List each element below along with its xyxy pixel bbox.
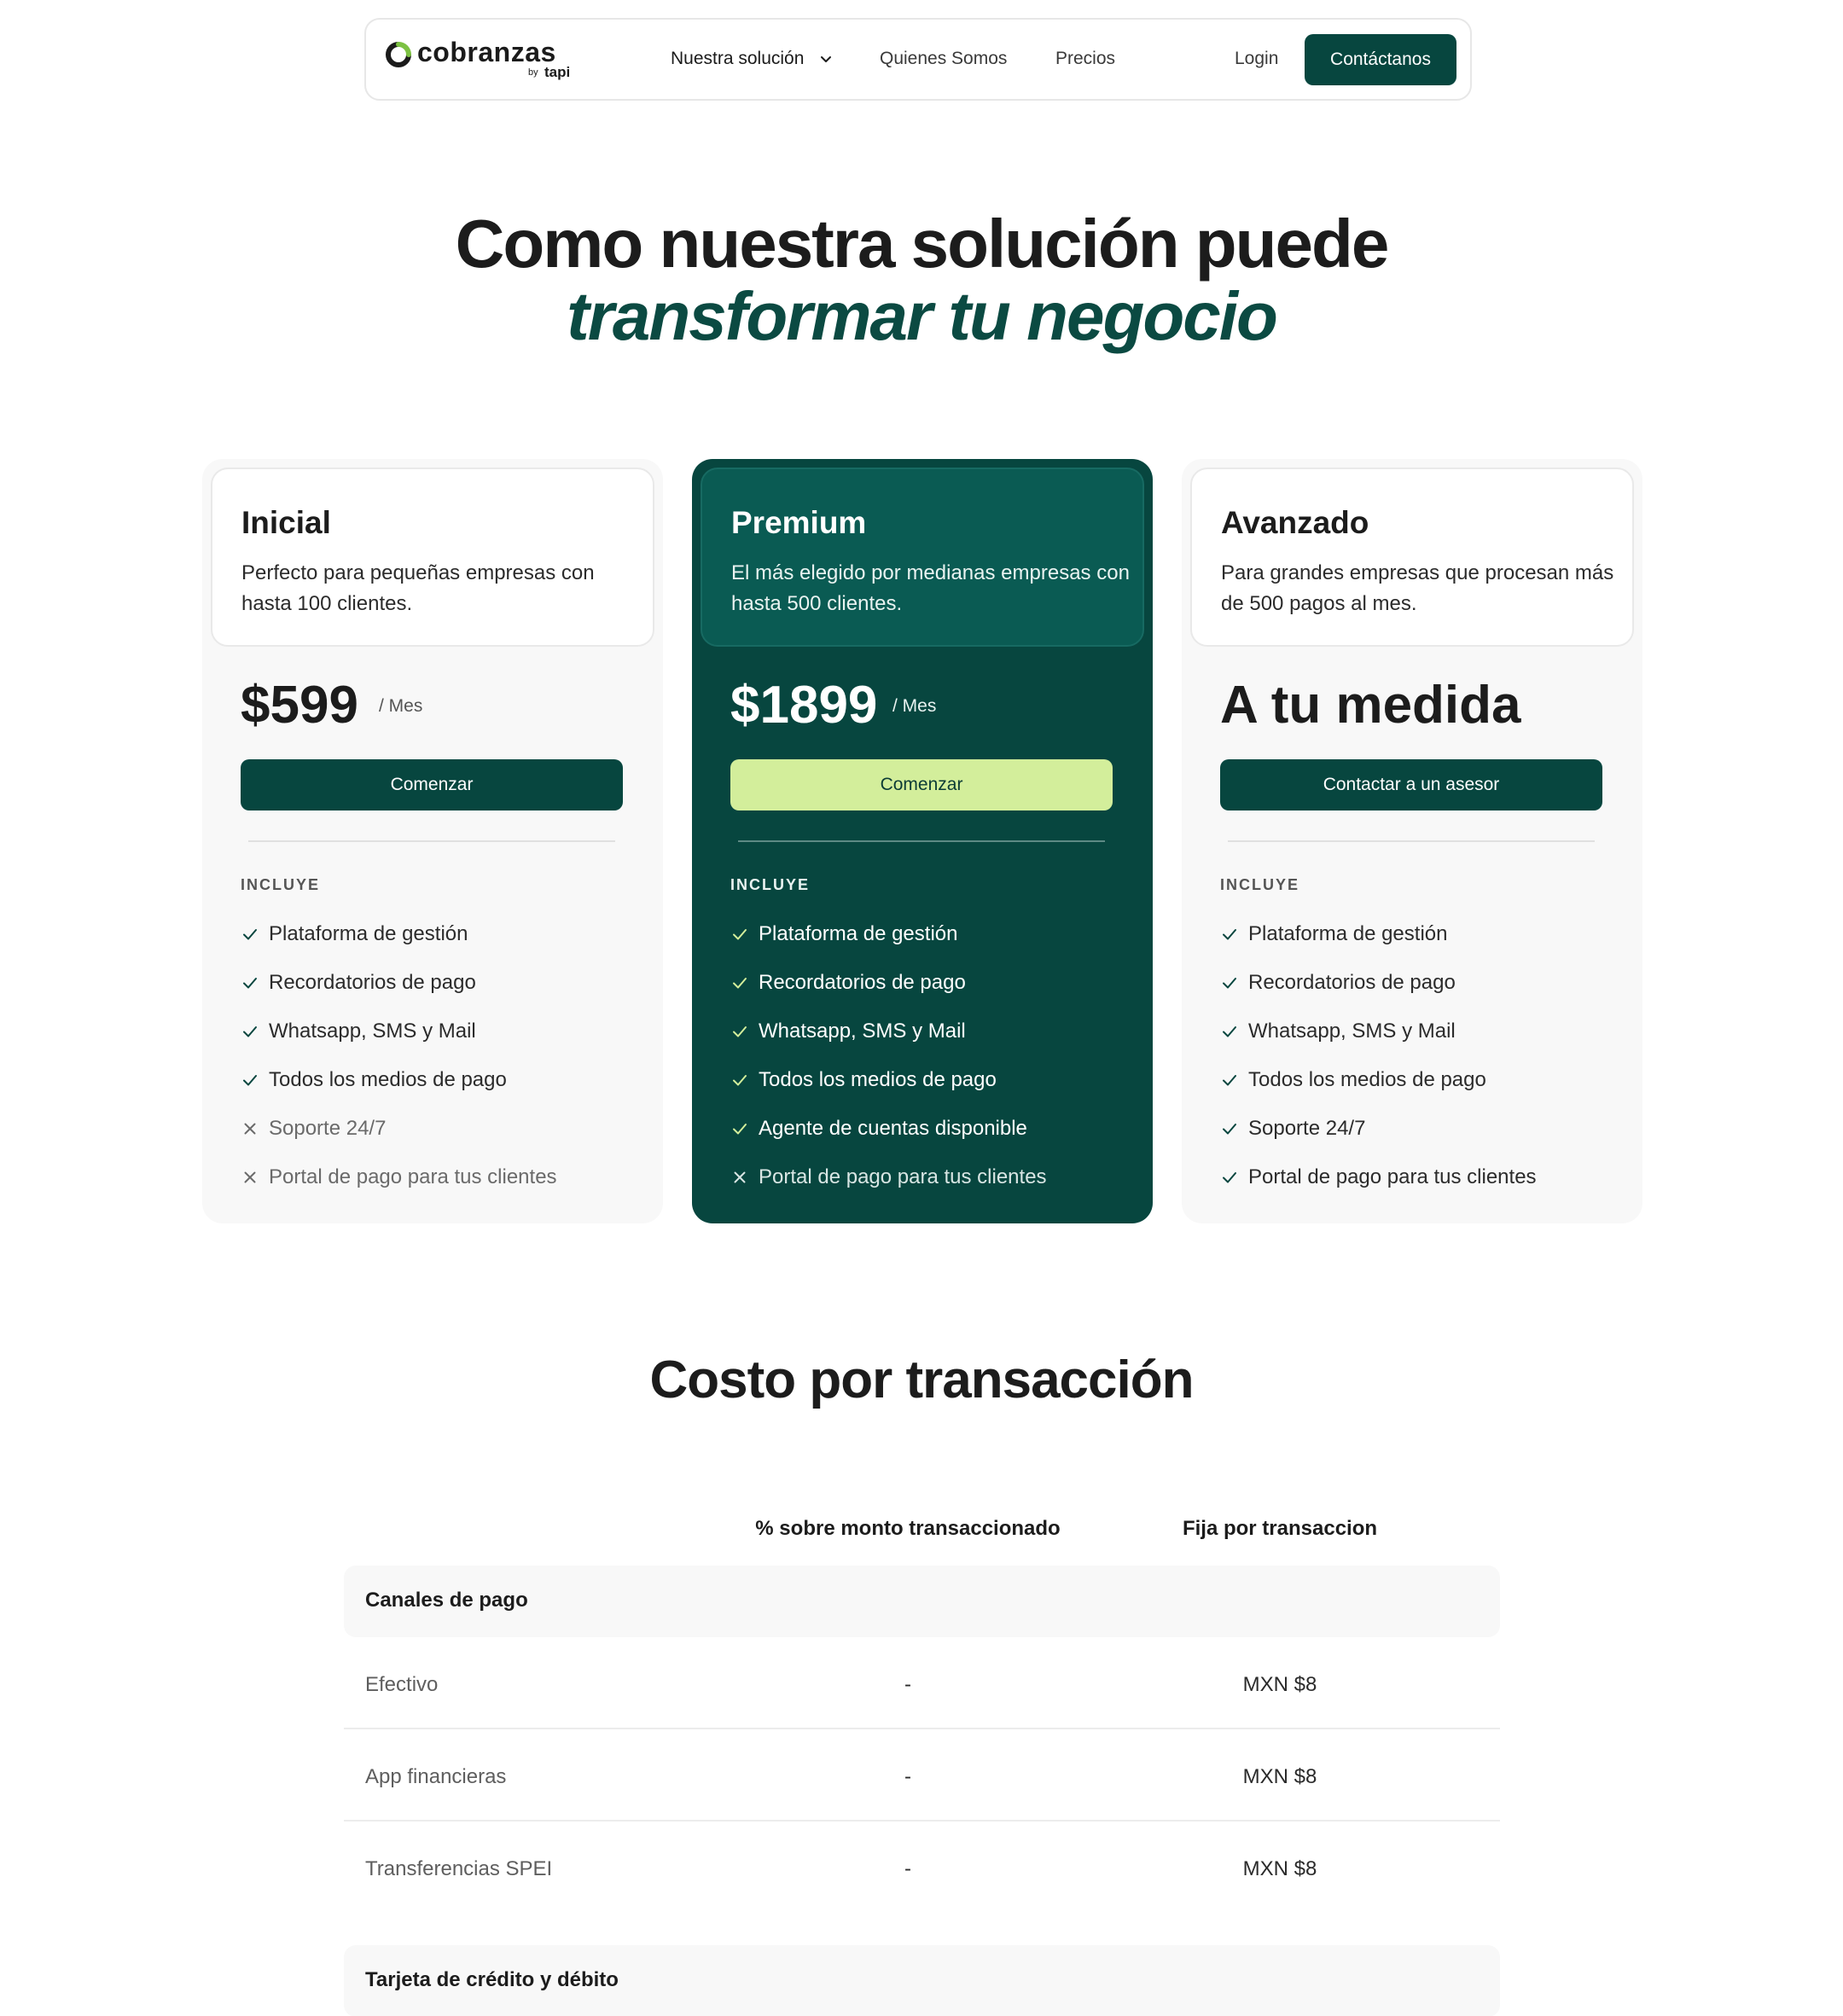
check-icon (730, 1022, 749, 1041)
cost-section-title: Costo por transacción (649, 1351, 1194, 1409)
divider (738, 840, 1105, 842)
feature-item (1220, 1065, 1486, 1095)
plan-price: $599 (241, 676, 358, 735)
row-divider (344, 1820, 1500, 1821)
feature-text: Recordatorios de pago (759, 971, 966, 994)
check-icon (1220, 1168, 1239, 1187)
feature-item (730, 1065, 997, 1095)
hero-title: Como nuestra solución puede (455, 206, 1388, 282)
check-icon (1220, 1022, 1239, 1041)
feature-text: Soporte 24/7 (1248, 1117, 1366, 1140)
check-icon (1220, 973, 1239, 992)
feature-text: Whatsapp, SMS y Mail (759, 1020, 966, 1043)
cost-row-label: App financieras (365, 1765, 507, 1788)
plan-header (1190, 468, 1634, 647)
feature-item (241, 967, 476, 998)
plan-name: Avanzado (1221, 505, 1369, 540)
feature-item (1220, 1016, 1456, 1047)
check-icon (1220, 1071, 1239, 1089)
feature-text: Todos los medios de pago (759, 1068, 997, 1091)
plan-card-1 (692, 459, 1153, 1223)
plan-description: Para grandes empresas que procesan más de 500 pagos al mes. (1221, 561, 1614, 615)
feature-item (241, 1113, 386, 1144)
plan-name: Premium (731, 505, 867, 540)
feature-item (730, 919, 957, 950)
plan-price: A tu medida (1220, 676, 1521, 735)
feature-text: Plataforma de gestión (269, 922, 468, 945)
check-icon (1220, 1119, 1239, 1138)
plan-price: $1899 (730, 676, 878, 735)
x-icon (241, 1119, 259, 1138)
plan-cta-button[interactable]: Comenzar (241, 759, 623, 810)
feature-text: Portal de pago para tus clientes (269, 1165, 557, 1188)
cost-group-label: Canales de pago (365, 1589, 528, 1612)
plan-period: / Mes (892, 696, 937, 716)
cost-row-label: Efectivo (365, 1673, 439, 1696)
feature-item (1220, 967, 1456, 998)
feature-text: Plataforma de gestión (1248, 922, 1448, 945)
check-icon (730, 925, 749, 944)
feature-item (1220, 1162, 1537, 1193)
row-divider (344, 1728, 1500, 1729)
nav-link-nuestra-solucion[interactable]: Nuestra solución (671, 49, 805, 68)
login-link[interactable]: Login (1235, 49, 1279, 68)
cost-row-label: Transferencias SPEI (365, 1857, 553, 1880)
cost-row-percent: - (904, 1673, 911, 1696)
nav-link-precios[interactable]: Precios (1055, 49, 1116, 68)
cost-row-fixed: MXN $8 (1242, 1765, 1317, 1788)
feature-item (730, 1016, 966, 1047)
feature-item (241, 919, 468, 950)
feature-item (730, 1113, 1027, 1144)
cobranzas-logo-icon (385, 42, 412, 67)
feature-text: Plataforma de gestión (759, 922, 958, 945)
includes-label: INCLUYE (241, 876, 321, 893)
check-icon (730, 1119, 749, 1138)
plan-description: El más elegido por medianas empresas con hasta 500 clientes. (731, 561, 1130, 615)
plan-period: / Mes (379, 696, 423, 716)
cost-group-header (344, 1945, 1500, 2016)
check-icon (241, 973, 259, 992)
check-icon (241, 925, 259, 944)
feature-text: Todos los medios de pago (1248, 1068, 1486, 1091)
nav-link-quienes-somos[interactable]: Quienes Somos (880, 49, 1008, 68)
check-icon (1220, 925, 1239, 944)
plan-cta-button[interactable]: Comenzar (730, 759, 1113, 810)
plan-header (701, 468, 1144, 647)
logo-tapi: tapi (544, 64, 571, 80)
divider (248, 840, 615, 842)
feature-text: Portal de pago para tus clientes (1248, 1165, 1537, 1188)
feature-text: Portal de pago para tus clientes (759, 1165, 1047, 1188)
feature-text: Todos los medios de pago (269, 1068, 507, 1091)
feature-text: Recordatorios de pago (1248, 971, 1456, 994)
plan-name: Inicial (241, 505, 331, 540)
plan-card-0 (202, 459, 663, 1223)
cost-row-percent: - (904, 1765, 911, 1788)
feature-text: Recordatorios de pago (269, 971, 476, 994)
feature-item (241, 1162, 557, 1193)
plan-header (211, 468, 654, 647)
cost-row-percent: - (904, 1857, 911, 1880)
logo-by: by (528, 67, 538, 78)
x-icon (241, 1168, 259, 1187)
feature-item (730, 967, 966, 998)
includes-label: INCLUYE (1220, 876, 1300, 893)
plan-description: Perfecto para pequeñas empresas con hasta 100 clientes. (241, 561, 595, 615)
cost-group-header (344, 1566, 1500, 1637)
feature-text: Agente de cuentas disponible (759, 1117, 1027, 1140)
chevron-down-icon[interactable] (819, 52, 833, 66)
logo[interactable] (385, 37, 571, 86)
x-icon (730, 1168, 749, 1187)
plan-card-2 (1182, 459, 1642, 1223)
cost-group-label: Tarjeta de crédito y débito (365, 1968, 619, 1991)
navbar (364, 18, 1472, 101)
check-icon (241, 1071, 259, 1089)
feature-item (1220, 919, 1447, 950)
feature-text: Whatsapp, SMS y Mail (1248, 1020, 1456, 1043)
includes-label: INCLUYE (730, 876, 811, 893)
feature-item (1220, 1113, 1365, 1144)
feature-item (241, 1016, 476, 1047)
cost-row-fixed: MXN $8 (1242, 1857, 1317, 1880)
feature-text: Whatsapp, SMS y Mail (269, 1020, 476, 1043)
plan-cta-button[interactable]: Contactar a un asesor (1220, 759, 1602, 810)
check-icon (730, 973, 749, 992)
feature-item (241, 1065, 507, 1095)
cost-row-fixed: MXN $8 (1242, 1673, 1317, 1696)
divider (1228, 840, 1595, 842)
logo-wordmark: cobranzas (417, 37, 556, 67)
hero-title-accent: transformar tu negocio (567, 278, 1276, 354)
column-header-fixed: Fija por transaccion (1182, 1517, 1378, 1540)
feature-item (730, 1162, 1047, 1193)
column-header-percent: % sobre monto transaccionado (755, 1517, 1061, 1540)
check-icon (241, 1022, 259, 1041)
contactanos-button[interactable]: Contáctanos (1305, 34, 1456, 85)
check-icon (730, 1071, 749, 1089)
feature-text: Soporte 24/7 (269, 1117, 387, 1140)
